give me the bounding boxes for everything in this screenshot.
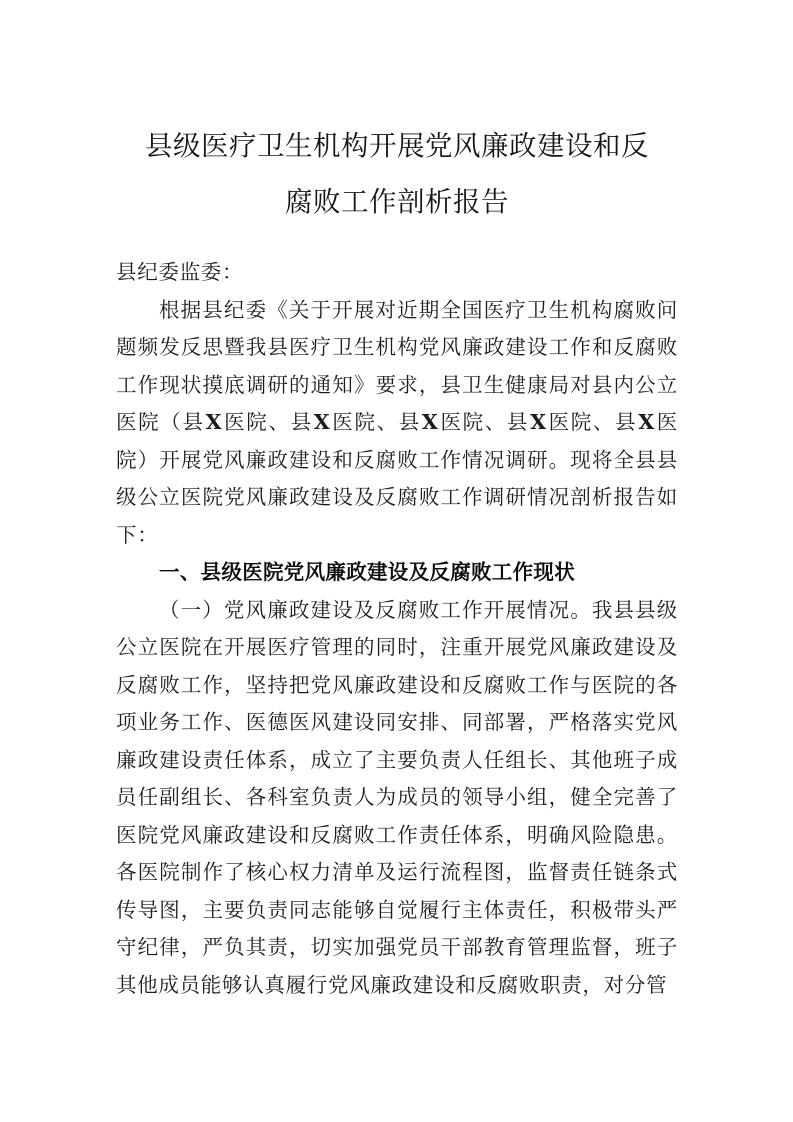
title-line-2: 腐败工作剖析报告 <box>285 186 509 218</box>
page-title <box>116 118 678 230</box>
latin-placeholder: X <box>205 410 223 434</box>
title-line-1: 县级医疗卫生机构开展党风廉政建设和反 <box>145 130 649 162</box>
document-content <box>116 118 678 1004</box>
latin-placeholder: X <box>313 410 331 434</box>
title-body-spacer <box>116 230 678 254</box>
latin-placeholder: X <box>530 410 547 434</box>
latin-placeholder: X <box>638 410 655 434</box>
paragraph-intro: 根据县纪委《关于开展对近期全国医疗卫生机构腐败问题频发反思暨我县医疗卫生机构党风廉政建设工作和反腐败工作现状摸底调研的通知》要求，县卫生健康局对县内公立医院（县X医院、县X医院、县X医院、县X医院、县X医院）开展党风廉政建设和反腐败工作情况调研。现将全县县级公立医院党风廉政建设及反腐败工作调研情况剖析报告如下： <box>116 297 678 547</box>
paragraph-body-1: （一）党风廉政建设及反腐败工作开展情况。我县县级公立医院在开展医疗管理的同时，注重开展党风廉政建设及反腐败工作，坚持把党风廉政建设和反腐败工作与医院的各项业务工作、医德医风建设同安排、同部署，严格落实党风廉政建设责任体系，成立了主要负责人任组长、其他班子成员任副组长、各科室负责人为成员的领导小组，健全完善了医院党风廉政建设和反腐败工作责任体系，明确风险隐患。各医院制作了核心权力清单及运行流程图，监督责任链条式传导图，主要负责同志能够自觉履行主体责任，积极带头严守纪律，严负其责，切实加强党员干部教育管理监督，班子其他成员能够认真履行党风廉政建设和反腐败职责，对分管 <box>116 597 678 997</box>
section-heading-1: 一、县级医院党风廉政建设及反腐败工作现状 <box>159 560 575 584</box>
latin-placeholder: X <box>421 410 439 434</box>
salutation: 县纪委监委： <box>116 260 244 284</box>
